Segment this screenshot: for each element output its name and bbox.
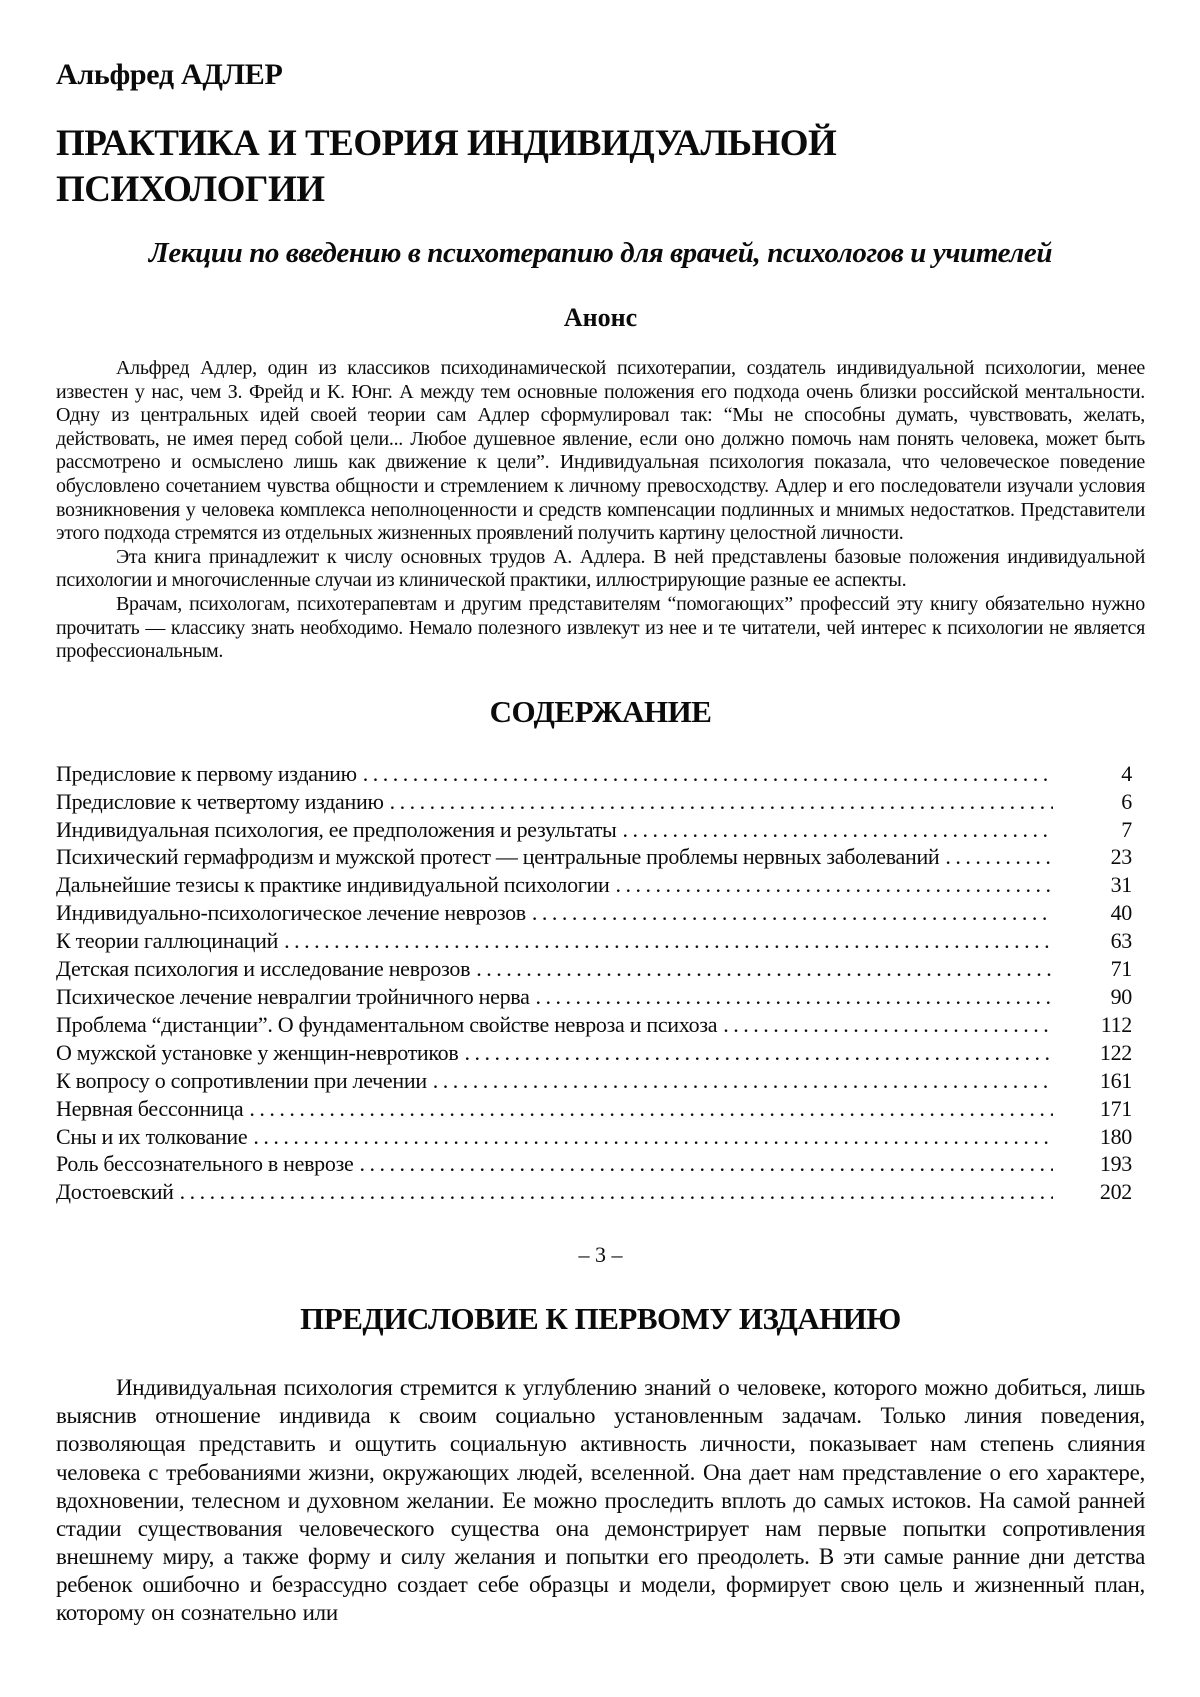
toc-dot-leader <box>359 1150 1053 1178</box>
preface-paragraph: Индивидуальная психология стремится к углублению знаний о человеке, которого можно добиться, лишь выяснив отношение индивида к своим социально установленным задачам. Только линия поведения, позволяющая представить и ощутить социальную активность личности, показывает нам степень слияния человека с требованиями жизни, окружающих людей, вселенной. Она дает нам представление о его характере, вдохновении, телесном и духовном желании. Ее можно проследить вплоть до самых истоков. На самой ранней стадии существования человеческого существа она демонстрирует нам первые попытки сопротивления внешнему миру, а также форму и силу желания и попытки его преодолеть. В эти самые ранние дни детства ребенок ошибочно и безрассудно создает себе образцы и модели, формирует свою цель и жизненный план, которому он сознательно или <box>56 1375 1145 1625</box>
toc-entry-title: Достоевский <box>56 1179 174 1205</box>
toc-row <box>56 1123 1145 1151</box>
toc-entry-page-number: 193 <box>1099 1151 1132 1177</box>
toc-entry-page-number: 71 <box>1110 956 1132 982</box>
toc-dot-leader <box>363 760 1053 788</box>
toc-entry-title: К вопросу о сопротивлении при лечении <box>56 1067 427 1093</box>
book-subtitle: Лекции по введению в психотерапию для врачей, психологов и учителей <box>148 237 1053 269</box>
toc-entry-page-number: 40 <box>1110 900 1132 926</box>
toc-entry-title: Психический гермафродизм и мужской протест — центральные проблемы нервных заболеваний <box>56 844 940 870</box>
toc-dot-leader <box>476 955 1053 983</box>
toc-dot-leader <box>623 816 1053 844</box>
toc-row <box>56 899 1145 927</box>
page-number-marker: – 3 – <box>578 1242 623 1268</box>
toc-dot-leader <box>536 983 1053 1011</box>
toc-row <box>56 760 1145 788</box>
toc-row <box>56 1178 1145 1206</box>
toc-entry-page-number: 180 <box>1099 1123 1132 1149</box>
toc-dot-leader <box>532 899 1053 927</box>
toc-row <box>56 1011 1145 1039</box>
toc-dot-leader <box>433 1067 1053 1095</box>
toc-dot-leader <box>615 871 1053 899</box>
toc-row <box>56 1067 1145 1095</box>
toc-entry-title: Роль бессознательного в неврозе <box>56 1151 354 1177</box>
toc-dot-leader <box>253 1123 1053 1151</box>
toc-row <box>56 788 1145 816</box>
toc-entry-page-number: 122 <box>1099 1039 1132 1065</box>
annonce-paragraph: Альфред Адлер, один из классиков психодинамической психотерапии, создатель индивидуальной психологии, менее известен у нас, чем З. Фрейд и К. Юнг. А между тем основные положения его подхода очень близки российской ментальности. Одну из центральных идей своей теории сам Адлер сформулировал так: “Мы не способны думать, чувствовать, желать, действовать, не имея перед собой цели... Любое душевное явление, если оно должно помочь нам понять человека, может быть рассмотрено и осмыслено лишь как движение к цели”. Индивидуальная психология показала, что человеческое поведение обусловлено сочетанием чувства общности и стремлением к личному превосходству. Адлер и его последователи изучали условия возникновения у человека комплекса неполноценности и средств компенсации подлинных и мнимых недостатков. Представители этого подхода стремятся из отдельных жизненных проявлений получить картину целостной личности. <box>56 357 1145 545</box>
table-of-contents <box>56 760 1145 1207</box>
annonce-paragraph: Эта книга принадлежит к числу основных трудов А. Адлера. В ней представлены базовые положения индивидуальной психологии и многочисленные случаи из клинической практики, иллюстрирующие разные ее аспекты. <box>56 545 1145 592</box>
toc-entry-page-number: 171 <box>1099 1095 1132 1121</box>
toc-entry-title: Предисловие к первому изданию <box>56 760 357 786</box>
annonce-paragraph: Врачам, психологам, психотерапевтам и другим представителям “помогающих” профессий эту книгу обязательно нужно прочитать — классику знать необходимо. Немало полезного извлекут из нее и те читатели, чей интерес к психологии не является профессиональным. <box>56 592 1145 663</box>
preface-section <box>56 1374 1145 1627</box>
toc-dot-leader <box>945 843 1053 871</box>
toc-entry-page-number: 6 <box>1121 788 1132 814</box>
toc-entry-title: Предисловие к четвертому изданию <box>56 788 384 814</box>
toc-row <box>56 955 1145 983</box>
toc-entry-title: Дальнейшие тезисы к практике индивидуальной психологии <box>56 872 610 898</box>
toc-entry-title: Индивидуальная психология, ее предположения и результаты <box>56 816 617 842</box>
toc-entry-title: Нервная бессонница <box>56 1095 244 1121</box>
contents-heading: СОДЕРЖАНИЕ <box>489 693 712 729</box>
toc-entry-title: Сны и их толкование <box>56 1123 248 1149</box>
author-name: Альфред АДЛЕР <box>56 58 283 91</box>
toc-entry-page-number: 161 <box>1099 1067 1132 1093</box>
toc-entry-page-number: 23 <box>1110 844 1132 870</box>
toc-dot-leader <box>723 1011 1053 1039</box>
toc-dot-leader <box>464 1039 1053 1067</box>
toc-entry-title: К теории галлюцинаций <box>56 928 279 954</box>
annonce-heading: Анонс <box>563 303 638 332</box>
toc-row <box>56 816 1145 844</box>
toc-entry-page-number: 202 <box>1099 1179 1132 1205</box>
toc-entry-page-number: 7 <box>1121 816 1132 842</box>
toc-entry-page-number: 63 <box>1110 928 1132 954</box>
toc-dot-leader <box>390 788 1053 816</box>
toc-entry-title: Проблема “дистанции”. О фундаментальном свойстве невроза и психоза <box>56 1011 718 1037</box>
toc-row <box>56 983 1145 1011</box>
toc-row <box>56 927 1145 955</box>
annonce-section <box>56 357 1145 664</box>
toc-entry-page-number: 112 <box>1100 1011 1132 1037</box>
toc-entry-title: О мужской установке у женщин-невротиков <box>56 1039 459 1065</box>
toc-entry-page-number: 4 <box>1121 760 1132 786</box>
preface-heading: ПРЕДИСЛОВИЕ К ПЕРВОМУ ИЗДАНИЮ <box>300 1301 901 1337</box>
toc-row <box>56 871 1145 899</box>
toc-dot-leader <box>284 927 1053 955</box>
toc-row <box>56 1150 1145 1178</box>
toc-entry-page-number: 31 <box>1110 872 1132 898</box>
toc-row <box>56 1039 1145 1067</box>
toc-row <box>56 843 1145 871</box>
book-title: ПРАКТИКА И ТЕОРИЯ ИНДИВИДУАЛЬНОЙ ПСИХОЛОГИИ <box>56 123 837 210</box>
toc-row <box>56 1095 1145 1123</box>
toc-entry-title: Детская психология и исследование неврозов <box>56 956 471 982</box>
toc-entry-page-number: 90 <box>1110 983 1132 1009</box>
toc-dot-leader <box>249 1095 1053 1123</box>
toc-entry-title: Психическое лечение невралгии тройничного нерва <box>56 983 530 1009</box>
toc-entry-title: Индивидуально-психологическое лечение неврозов <box>56 900 526 926</box>
toc-dot-leader <box>180 1178 1053 1206</box>
